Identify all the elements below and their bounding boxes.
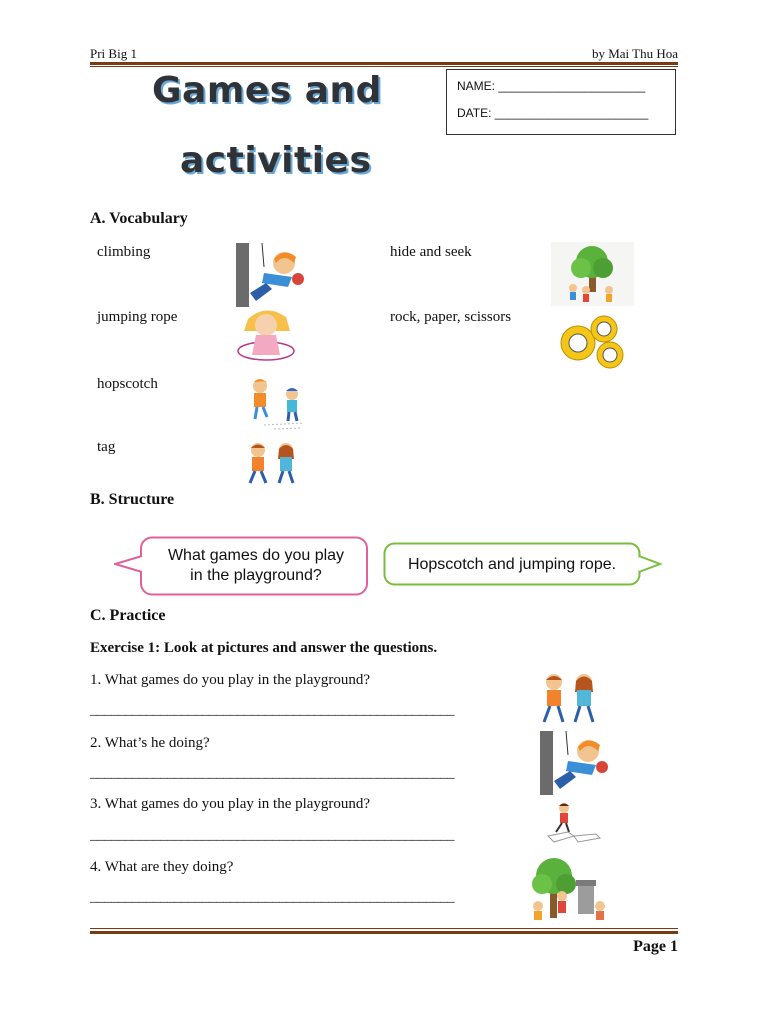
hopscotch-picture — [244, 377, 308, 431]
footer-rule — [90, 931, 678, 934]
header-left: Pri Big 1 — [90, 46, 137, 61]
footer-rule-thin — [90, 928, 678, 929]
practice-heading: C. Practice — [90, 607, 166, 624]
structure-heading: B. Structure — [90, 491, 175, 508]
jumping-rope-picture — [236, 305, 298, 363]
question-2: 2. What’s he doing? — [90, 735, 210, 751]
date-field[interactable]: DATE: _______________________ — [457, 106, 649, 120]
climbing-picture — [236, 243, 306, 307]
question-bubble-text — [144, 546, 368, 586]
question-1: 1. What games do you play in the playground? — [90, 672, 371, 688]
answer-line-1[interactable]: ____________________________________________________ — [90, 702, 454, 718]
tag-picture-exercise — [538, 672, 600, 726]
page-number: Page 1 — [633, 938, 678, 955]
answer-line-2[interactable]: ____________________________________________________ — [90, 765, 454, 781]
question-3: 3. What games do you play in the playground? — [90, 796, 371, 812]
name-field[interactable]: NAME: ______________________ — [457, 79, 646, 93]
hide-and-seek-picture-exercise — [530, 854, 608, 922]
tag-picture — [244, 441, 300, 487]
vocab-jumping-rope: jumping rope — [97, 309, 178, 325]
name-date-box — [446, 69, 676, 135]
exercise-instruction: Exercise 1: Look at pictures and answer the questions. — [90, 640, 438, 656]
rock-paper-scissors-picture — [558, 315, 628, 369]
question-line-2: in the playground? — [190, 567, 322, 584]
vocabulary-heading: A. Vocabulary — [90, 210, 188, 227]
title-line2: activities — [180, 140, 372, 181]
header-rule-thin — [90, 66, 678, 67]
answer-line-4[interactable]: ____________________________________________________ — [90, 889, 454, 905]
vocab-rock-paper-scissors: rock, paper, scissors — [390, 309, 512, 325]
title-line1: Games and — [152, 70, 382, 111]
hide-and-seek-picture — [551, 242, 634, 306]
vocab-hide-and-seek: hide and seek — [390, 244, 472, 260]
vocab-climbing: climbing — [97, 244, 151, 260]
header-rule — [90, 62, 678, 65]
climbing-picture-exercise — [540, 731, 610, 795]
header-right: by Mai Thu Hoa — [591, 46, 678, 61]
hopscotch-picture-exercise — [540, 800, 602, 846]
question-4: 4. What are they doing? — [90, 859, 234, 875]
question-line-1: What games do you play — [167, 547, 345, 564]
answer-bubble-text: Hopscotch and jumping rope. — [407, 556, 617, 573]
vocab-hopscotch: hopscotch — [97, 376, 158, 392]
answer-line-3[interactable]: ____________________________________________________ — [90, 827, 454, 843]
vocab-tag: tag — [97, 439, 116, 455]
